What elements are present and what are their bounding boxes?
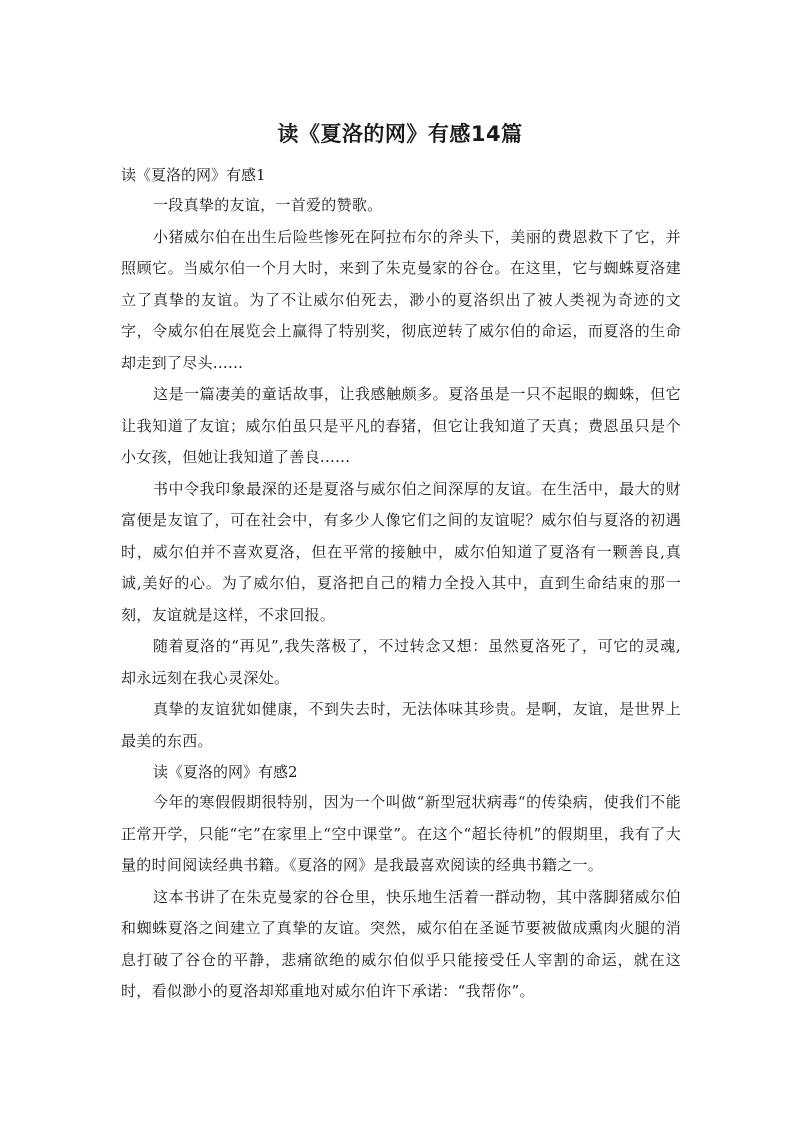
paragraph: 随着夏洛的“再见”,我失落极了，不过转念又想：虽然夏洛死了，可它的灵魂,却永远刻在我心灵深处。	[121, 637, 681, 687]
paragraph: 书中令我印象最深的还是夏洛与威尔伯之间深厚的友谊。在生活中，最大的财富便是友谊了，可在社会中，有多少人像它们之间的友谊呢？威尔伯与夏洛的初遇时，威尔伯并不喜欢夏洛，但在平常的接触中，威尔伯知道了夏洛有一颗善良,真诚,美好的心。为了威尔伯，夏洛把自己的精力全投入其中，直到生命结束的那一刻，友谊就是这样，不求回报。	[121, 479, 681, 624]
paragraph: 一段真挚的友谊，一首爱的赞歌。	[153, 196, 383, 214]
document-body	[121, 160, 681, 1008]
document-title: 读《夏洛的网》有感14篇	[277, 122, 523, 146]
section-heading-1: 读《夏洛的网》有感1	[121, 166, 266, 184]
paragraph: 这本书讲了在朱克曼家的谷仓里，快乐地生活着一群动物，其中落脚猪威尔伯和蜘蛛夏洛之间建立了真挚的友谊。突然，威尔伯在圣诞节要被做成熏肉火腿的消息打破了谷仓的平静，悲痛欲绝的威尔伯似乎只能接受任人宰割的命运，就在这时，看似渺小的夏洛却郑重地对威尔伯许下承诺：“我帮你”。	[121, 887, 681, 1000]
section-heading-2: 读《夏洛的网》有感2	[153, 763, 298, 781]
paragraph: 这是一篇凄美的童话故事，让我感触颇多。夏洛虽是一只不起眼的蜘蛛，但它让我知道了友谊；威尔伯虽只是平凡的春猪，但它让我知道了天真；费恩虽只是个小女孩，但她让我知道了善良......	[121, 385, 681, 466]
paragraph: 小猪威尔伯在出生后险些惨死在阿拉布尔的斧头下，美丽的费恩救下了它，并照顾它。当威尔伯一个月大时，来到了朱克曼家的谷仓。在这里，它与蜘蛛夏洛建立了真挚的友谊。为了不让威尔伯死去，渺小的夏洛织出了被人类视为奇迹的文字，令威尔伯在展览会上赢得了特别奖，彻底逆转了威尔伯的命运，而夏洛的生命却走到了尽头......	[121, 227, 681, 372]
paragraph: 真挚的友谊犹如健康，不到失去时，无法体味其珍贵。是啊，友谊，是世界上最美的东西。	[121, 700, 681, 750]
paragraph: 今年的寒假假期很特别，因为一个叫做“新型冠状病毒“的传染病，使我们不能正常开学，只能“宅”在家里上“空中课堂”。在这个“超长待机”的假期里，我有了大量的时间阅读经典书籍。《夏洛的网》是我最喜欢阅读的经典书籍之一。	[121, 793, 681, 874]
